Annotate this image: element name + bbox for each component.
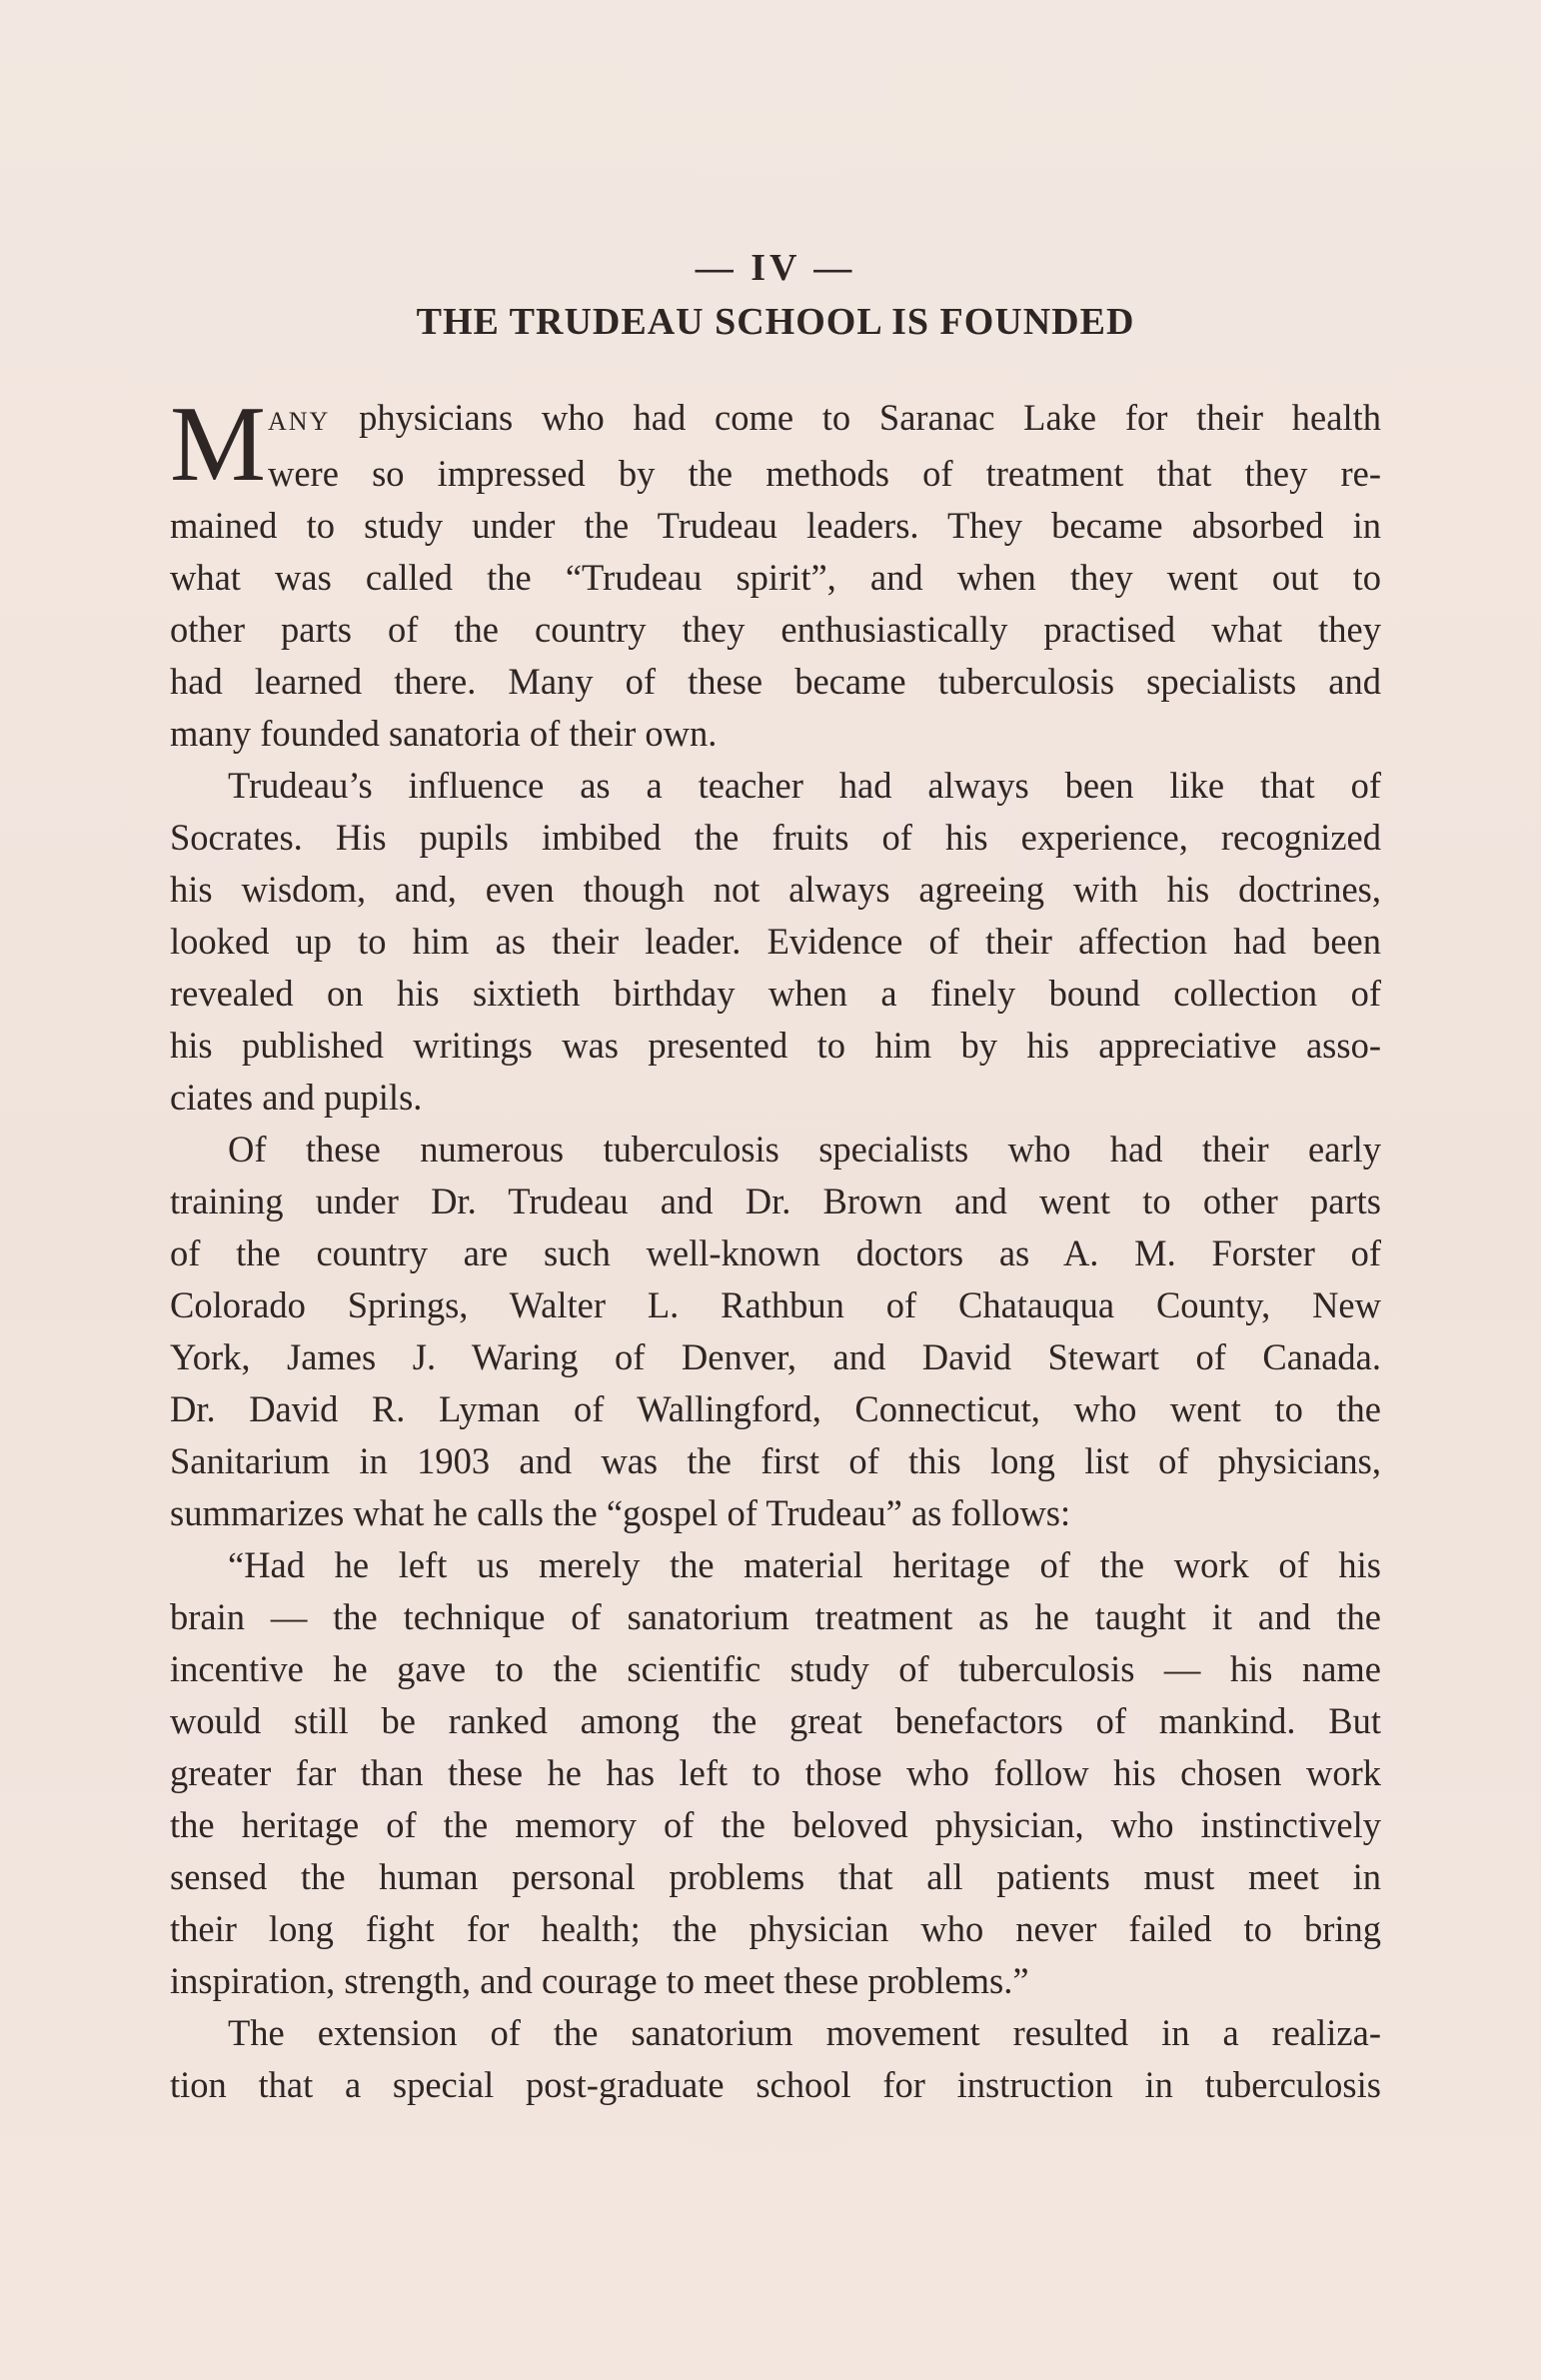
paragraph-line: greater far than these he has left to those who follow his chosen work	[170, 1752, 1381, 1793]
paragraph-line: Of these numerous tuberculosis specialists who had their early	[228, 1129, 1381, 1170]
paragraph-line: were so impressed by the methods of treatment that they re-	[268, 453, 1381, 494]
paragraph-line: his published writings was presented to him by his appreciative asso-	[170, 1025, 1381, 1066]
paragraph-line: of the country are such well-known doctors as A. M. Forster of	[170, 1232, 1381, 1273]
drop-cap: M	[170, 385, 267, 504]
paragraph-line: would still be ranked among the great benefactors of mankind. But	[170, 1700, 1381, 1741]
paragraph-line: mained to study under the Trudeau leaders. They became absorbed in	[170, 505, 1381, 546]
paragraph-1-opening	[170, 385, 1381, 504]
paragraph-line: Trudeau’s influence as a teacher had always been like that of	[228, 765, 1381, 806]
paragraph-line: tion that a special post-graduate school for instruction in tuberculosis	[170, 2064, 1381, 2105]
paragraph-line: his wisdom, and, even though not always agreeing with his doctrines,	[170, 869, 1381, 910]
small-caps-word: ANY	[268, 407, 331, 436]
paragraph-line: looked up to him as their leader. Evidence of their affection had been	[170, 921, 1381, 962]
paragraph-line: summarizes what he calls the “gospel of Trudeau” as follows:	[170, 1492, 1071, 1533]
paragraph-line	[268, 392, 1381, 448]
paragraph-line: Socrates. His pupils imbibed the fruits of his experience, recognized	[170, 817, 1381, 858]
paragraph-line: Dr. David R. Lyman of Wallingford, Connecticut, who went to the	[170, 1388, 1381, 1429]
paragraph-line: brain — the technique of sanatorium treatment as he taught it and the	[170, 1596, 1381, 1637]
paragraph-line: had learned there. Many of these became tuberculosis specialists and	[170, 661, 1381, 702]
paragraph-line: revealed on his sixtieth birthday when a finely bound collection of	[170, 973, 1381, 1014]
paragraph-line: inspiration, strength, and courage to meet these problems.”	[170, 1960, 1029, 2001]
paragraph-line: many founded sanatoria of their own.	[170, 713, 718, 754]
paragraph-line: sensed the human personal problems that all patients must meet in	[170, 1856, 1381, 1897]
chapter-title: THE TRUDEAU SCHOOL IS FOUNDED	[416, 301, 1135, 343]
page-text-block	[170, 246, 1381, 2111]
chapter-body	[170, 385, 1381, 2111]
paragraph-line: ciates and pupils.	[170, 1077, 423, 1118]
paragraph-line-text: physicians who had come to Saranac Lake for their health	[359, 397, 1381, 438]
paragraph-line: training under Dr. Trudeau and Dr. Brown and went to other parts	[170, 1181, 1381, 1221]
paragraph-line: what was called the “Trudeau spirit”, and when they went out to	[170, 557, 1381, 598]
paragraph-line: “Had he left us merely the material heritage of the work of his	[228, 1544, 1381, 1585]
paragraph-line: incentive he gave to the scientific study of tuberculosis — his name	[170, 1648, 1381, 1689]
paragraph-line: other parts of the country they enthusiastically practised what they	[170, 609, 1381, 650]
paragraph-line: Sanitarium in 1903 and was the first of this long list of physicians,	[170, 1440, 1381, 1481]
paragraph-line: The extension of the sanatorium movement resulted in a realiza-	[228, 2012, 1381, 2053]
paragraph-line: their long fight for health; the physician who never failed to bring	[170, 1908, 1381, 1949]
chapter-number: — IV —	[695, 247, 856, 289]
paragraph-line: York, James J. Waring of Denver, and David Stewart of Canada.	[170, 1336, 1381, 1377]
paragraph-line: Colorado Springs, Walter L. Rathbun of Chatauqua County, New	[170, 1284, 1381, 1325]
paragraph-line: the heritage of the memory of the beloved physician, who instinctively	[170, 1804, 1381, 1845]
